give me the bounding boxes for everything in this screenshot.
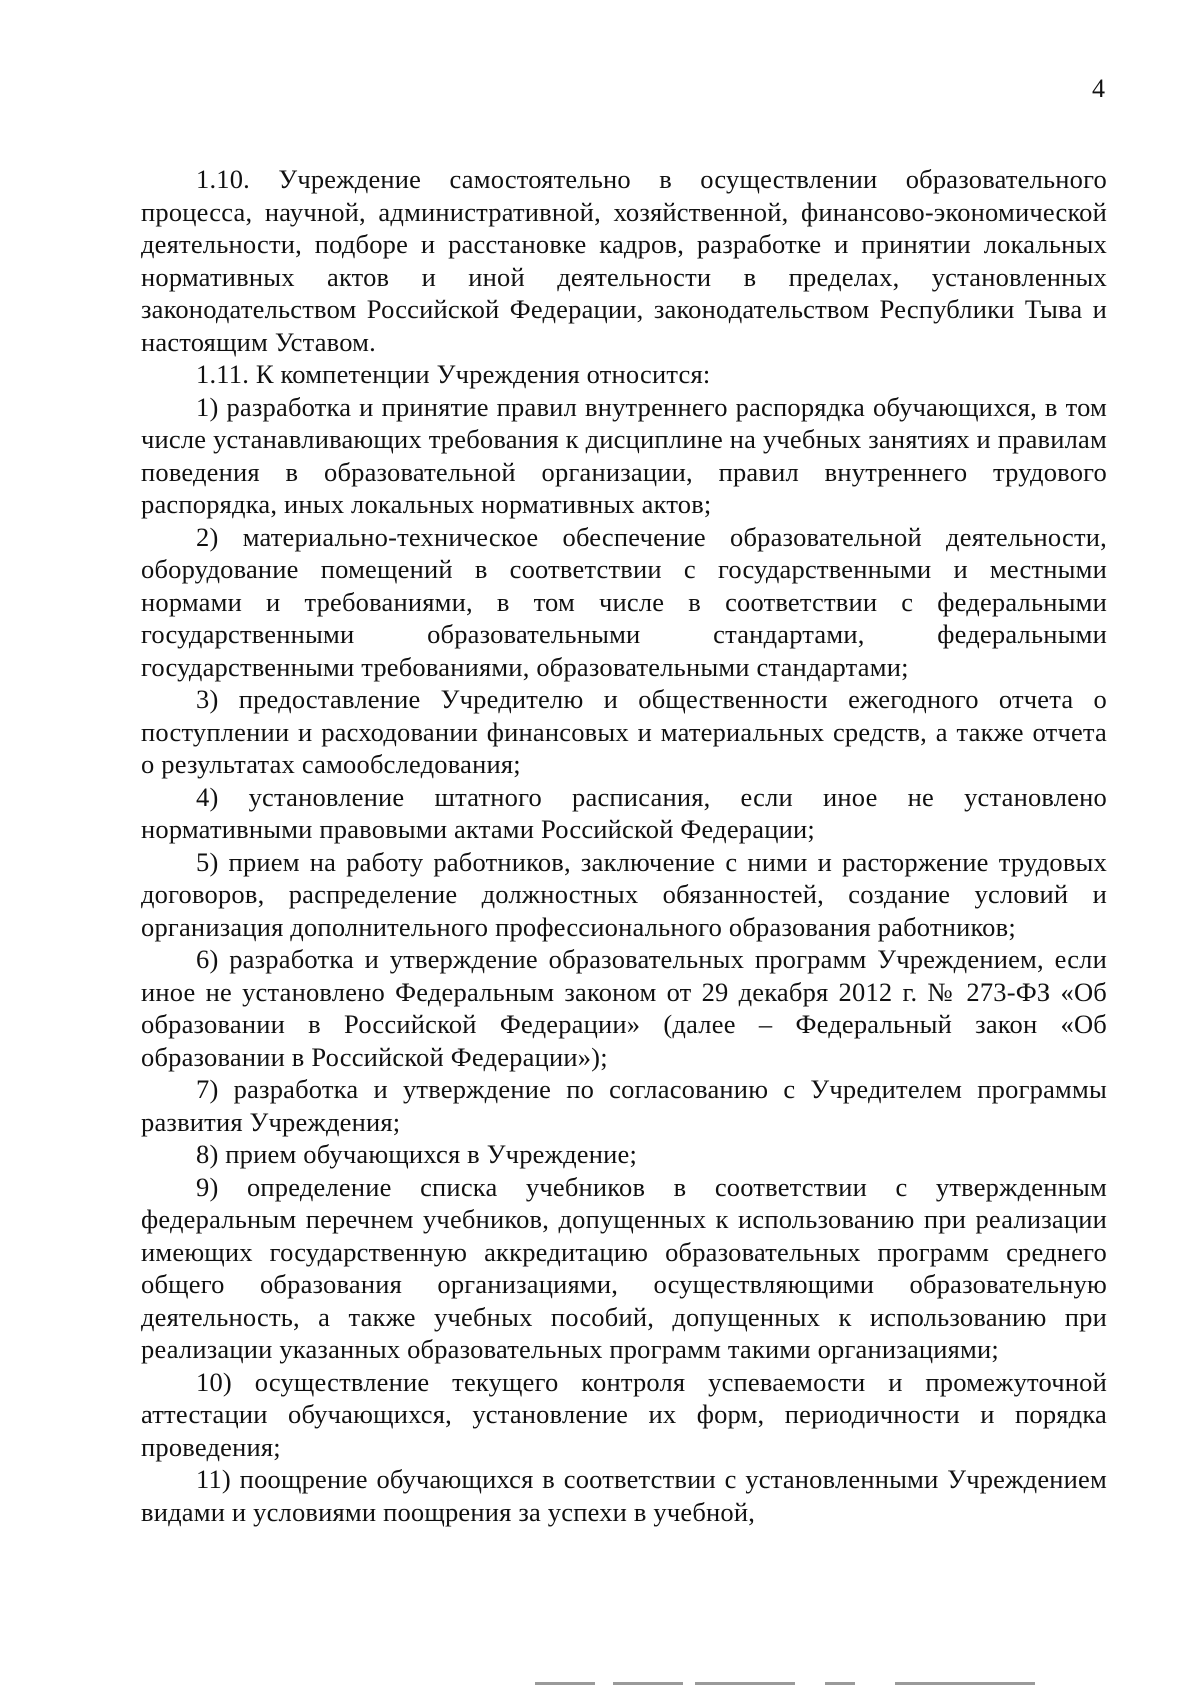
scan-artifact-lines bbox=[535, 1682, 1095, 1688]
list-item-7: 7) разработка и утверждение по согласованию с Учредителем программы развития Учреждения; bbox=[141, 1074, 1107, 1137]
list-item-3: 3) предоставление Учредителю и общественности ежегодного отчета о поступлении и расходовании финансовых и материальных средств, а также отчета о результатах самообследования; bbox=[141, 684, 1107, 779]
list-item-10: 10) осуществление текущего контроля успеваемости и промежуточной аттестации обучающихся, установление их форм, периодичности и порядка проведения; bbox=[141, 1366, 1107, 1462]
list-item-8: 8) прием обучающихся в Учреждение; bbox=[196, 1139, 638, 1169]
page-number: 4 bbox=[1092, 74, 1105, 103]
list-item-2: 2) материально-техническое обеспечение образовательной деятельности, оборудование помещений в соответствии с государственными и местными нормами и требованиями, в том числе в соответствии с федеральными государственными образовательными стандартами, федеральными государственными требованиями, образовательными стандартами; bbox=[141, 521, 1107, 682]
document-body bbox=[141, 163, 1107, 1528]
list-item-4: 4) установление штатного расписания, если иное не установлено нормативными правовыми актами Российской Федерации; bbox=[141, 781, 1107, 844]
list-item-6: 6) разработка и утверждение образовательных программ Учреждением, если иное не установлено Федеральным законом от 29 декабря 2012 г. № 273-ФЗ «Об образовании в Российской Федерации» (далее – Федеральный закон «Об образовании в Российской Федерации»); bbox=[141, 944, 1107, 1072]
list-item-11: 11) поощрение обучающихся в соответствии с установленными Учреждением видами и условиями поощрения за успехи в учебной, bbox=[141, 1464, 1107, 1527]
list-item-9: 9) определение списка учебников в соответствии с утвержденным федеральным перечнем учебников, допущенных к использованию при реализации имеющих государственную аккредитацию образовательных программ среднего общего образования организациями, осуществляющими образовательную деятельность, а также учебных пособий, допущенных к использованию при реализации указанных образовательных программ такими организациями; bbox=[141, 1171, 1107, 1364]
list-item-1: 1) разработка и принятие правил внутреннего распорядка обучающихся, в том числе устанавливающих требования к дисциплине на учебных занятиях и правилам поведения в образовательной организации, правил внутреннего трудового распорядка, иных локальных нормативных актов; bbox=[141, 391, 1107, 519]
paragraph-1-10: 1.10. Учреждение самостоятельно в осуществлении образовательного процесса, научной, административной, хозяйственной, финансово-экономической деятельности, подборе и расстановке кадров, разработке и принятии локальных нормативных актов и иной деятельности в пределах, установленных законодательством Российской Федерации, законодательством Республики Тыва и настоящим Уставом. bbox=[141, 164, 1107, 357]
paragraph-1-11: 1.11. К компетенции Учреждения относится: bbox=[196, 359, 711, 389]
list-item-5: 5) прием на работу работников, заключение с ними и расторжение трудовых договоров, распределение должностных обязанностей, создание условий и организация дополнительного профессионального образования работников; bbox=[141, 846, 1107, 942]
